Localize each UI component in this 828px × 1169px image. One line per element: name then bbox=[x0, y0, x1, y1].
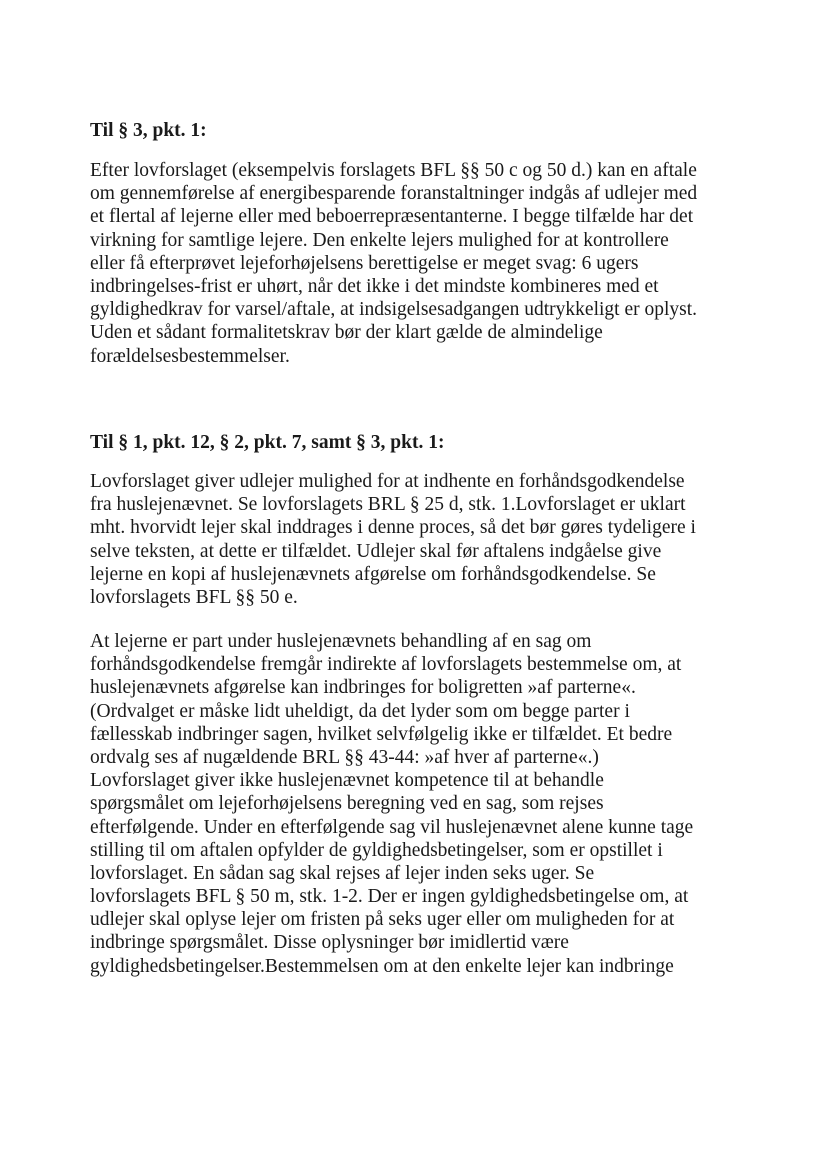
text-line: indbringe spørgsmålet. Disse oplysninger bør imidlertid være bbox=[90, 932, 569, 954]
text-line: lejerne en kopi af huslejenævnets afgørelse om forhåndsgodkendelse. Se bbox=[90, 563, 656, 585]
text-line: selve teksten, at dette er tilfældet. Udlejer skal før aftalens indgåelse give bbox=[90, 540, 662, 562]
paragraph bbox=[90, 470, 696, 609]
text-line: fra huslejenævnet. Se lovforslagets BRL § 25 d, stk. 1.Lovforslaget er uklart bbox=[90, 494, 686, 516]
text-line: forældelsesbestemmelser. bbox=[90, 345, 290, 367]
text-line: ordvalg ses af nugældende BRL §§ 43-44: »af hver af parterne«.) bbox=[90, 746, 599, 768]
text-line: lovforslaget. En sådan sag skal rejses af lejer inden seks uger. Se bbox=[90, 862, 595, 884]
text-line: efterfølgende. Under en efterfølgende sag vil huslejenævnet alene kunne tage bbox=[90, 816, 694, 838]
text-line: indbringelses-frist er uhørt, når det ikke i det mindste kombineres med et bbox=[90, 275, 659, 297]
text-line: stilling til om aftalen opfylder de gyldighedsbetingelser, som er opstillet i bbox=[90, 839, 663, 861]
text-line: huslejenævnets afgørelse kan indbringes for boligretten »af parterne«. bbox=[90, 677, 636, 699]
text-line: forhåndsgodkendelse fremgår indirekte af lovforslagets bestemmelse om, at bbox=[90, 654, 682, 676]
text-line: eller få efterprøvet lejeforhøjelsens berettigelse er meget svag: 6 ugers bbox=[90, 252, 639, 274]
text-line: virkning for samtlige lejere. Den enkelte lejers mulighed for at kontrollere bbox=[90, 229, 669, 251]
text-line: At lejerne er part under huslejenævnets behandling af en sag om bbox=[90, 631, 592, 652]
text-line: lovforslagets BFL § 50 m, stk. 1-2. Der er ingen gyldighedsbetingelse om, at bbox=[90, 886, 689, 908]
text-line: Uden et sådant formalitetskrav bør der klart gælde de almindelige bbox=[90, 322, 603, 344]
text-line: mht. hvorvidt lejer skal inddrages i denne proces, så det bør gøres tydeligere i bbox=[90, 517, 696, 539]
text-line: lovforslagets BFL §§ 50 e. bbox=[90, 586, 298, 608]
section-heading: Til § 1, pkt. 12, § 2, pkt. 7, samt § 3, pkt. 1: bbox=[90, 432, 445, 453]
text-line: udlejer skal oplyse lejer om fristen på seks uger eller om muligheden for at bbox=[90, 909, 675, 931]
text-line: gyldighedkrav for varsel/aftale, at indsigelsesadgangen udtrykkeligt er oplyst. bbox=[90, 299, 698, 321]
text-line: fællesskab indbringer sagen, hvilket selvfølgelig ikke er tilfældet. Et bedre bbox=[90, 723, 673, 745]
text-line: Lovforslaget giver udlejer mulighed for at indhente en forhåndsgodkendelse bbox=[90, 471, 685, 492]
text-line: et flertal af lejerne eller med beboerrepræsentanterne. I begge tilfælde har det bbox=[90, 206, 694, 228]
text-line: spørgsmålet om lejeforhøjelsens beregning ved en sag, som rejses bbox=[90, 793, 604, 815]
text-line: Efter lovforslaget (eksempelvis forslagets BFL §§ 50 c og 50 d.) kan en aftale bbox=[90, 160, 697, 181]
section-heading: Til § 3, pkt. 1: bbox=[90, 120, 207, 141]
text-line: (Ordvalget er måske lidt uheldigt, da det lyder som om begge parter i bbox=[90, 700, 630, 722]
text-line: om gennemførelse af energibesparende foranstaltninger indgås af udlejer med bbox=[90, 183, 698, 205]
text-line: Lovforslaget giver ikke huslejenævnet kompetence til at behandle bbox=[90, 770, 604, 792]
paragraph bbox=[90, 630, 693, 978]
paragraph bbox=[90, 159, 697, 368]
text-line: gyldighedsbetingelser.Bestemmelsen om at den enkelte lejer kan indbringe bbox=[90, 955, 674, 977]
